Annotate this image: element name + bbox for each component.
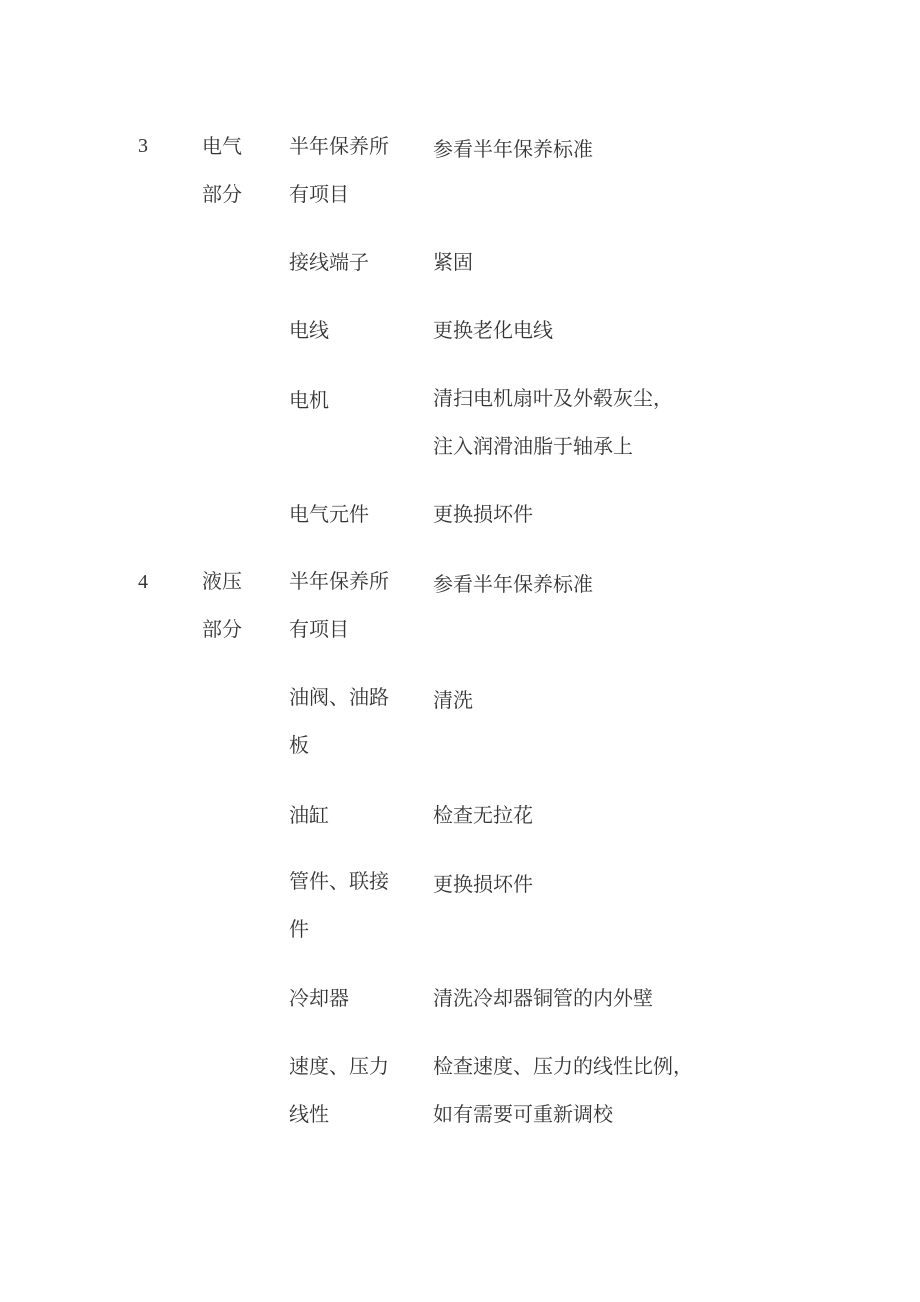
action-cell: 检查无拉花: [433, 803, 533, 827]
action-cell: 清洗冷却器铜管的内外壁: [433, 986, 653, 1010]
action-cell: 参看半年保养标准: [433, 137, 593, 161]
action-cell: 更换损坏件: [433, 872, 533, 896]
item-cell: 速度、压力 线性: [289, 1054, 389, 1126]
action-cell: 检查速度、压力的线性比例， 如有需要可重新调校: [433, 1054, 693, 1126]
item-cell: 电气元件: [289, 502, 369, 526]
item-cell: 接线端子: [289, 250, 369, 274]
item-cell: 管件、联接 件: [289, 869, 389, 941]
action-cell: 清洗: [433, 688, 473, 712]
item-cell: 半年保养所 有项目: [289, 134, 389, 206]
item-cell: 油缸: [289, 803, 329, 827]
item-cell: 电机: [289, 388, 329, 412]
item-cell: 半年保养所 有项目: [289, 569, 389, 641]
section-part: 电气 部分: [202, 134, 242, 206]
action-cell: 更换老化电线: [433, 318, 553, 342]
action-cell: 更换损坏件: [433, 502, 533, 526]
section-number: 3: [138, 135, 148, 157]
section-part: 液压 部分: [202, 569, 242, 641]
action-cell: 紧固: [433, 250, 473, 274]
section-number: 4: [138, 571, 148, 593]
item-cell: 油阀、油路 板: [289, 685, 389, 757]
item-cell: 冷却器: [289, 986, 349, 1010]
action-cell: 清扫电机扇叶及外毂灰尘， 注入润滑油脂于轴承上: [433, 386, 673, 458]
action-cell: 参看半年保养标准: [433, 572, 593, 596]
item-cell: 电线: [289, 318, 329, 342]
